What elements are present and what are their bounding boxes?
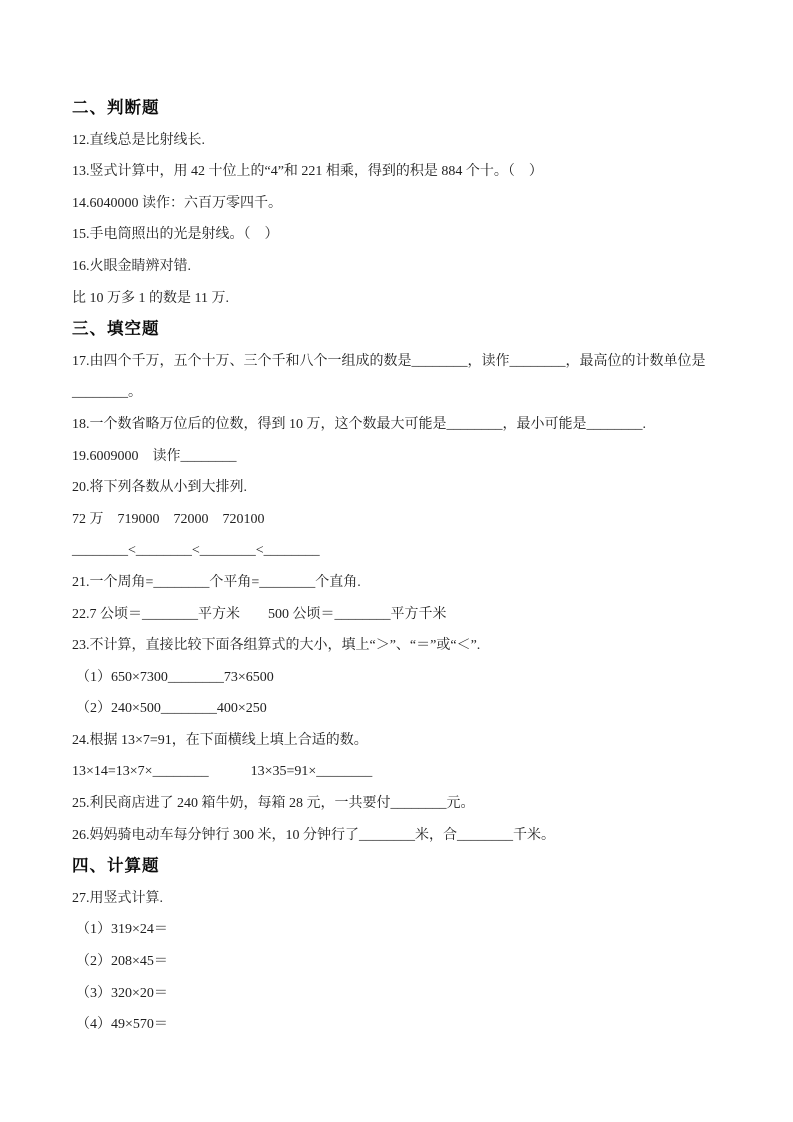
question-20-number-list: 72 万 719000 72000 720100 [72, 511, 265, 527]
question-27-item-3: （3）320×20＝ [76, 985, 168, 1001]
question-19: 19.6009000 读作________ [72, 448, 237, 464]
section-2-true-false-heading: 二、判断题 [72, 99, 160, 117]
question-23: 23.不计算，直接比较下面各组算式的大小，填上“＞”、“＝”或“＜”. [72, 638, 481, 654]
question-27-item-1: （1）319×24＝ [76, 922, 168, 938]
question-23-item-1: （1）650×7300________73×6500 [76, 669, 274, 685]
question-27: 27.用竖式计算. [72, 890, 163, 906]
question-21: 21.一个周角=________个平角=________个直角. [72, 574, 361, 590]
question-13: 13.竖式计算中，用 42 十位上的“4”和 221 相乘，得到的积是 884 个十。（ ） [72, 164, 543, 180]
question-18: 18.一个数省略万位后的位数，得到 10 万，这个数最大可能是________，最小可能是________. [72, 416, 646, 432]
question-17-continuation: ________。 [72, 385, 142, 401]
question-26: 26.妈妈骑电动车每分钟行 300 米，10 分钟行了________米，合________千米。 [72, 827, 555, 843]
question-25: 25.利民商店进了 240 箱牛奶，每箱 28 元，一共要付________元。 [72, 796, 475, 812]
question-24-expressions: 13×14=13×7×________ 13×35=91×________ [72, 764, 373, 780]
question-14: 14.6040000 读作：六百万零四千。 [72, 195, 282, 211]
question-16: 16.火眼金睛辨对错. [72, 258, 191, 274]
question-20: 20.将下列各数从小到大排列. [72, 480, 247, 496]
question-16-statement: 比 10 万多 1 的数是 11 万. [72, 290, 229, 306]
question-20-answer-blanks: ________<________<________<________ [72, 543, 320, 559]
question-27-item-2: （2）208×45＝ [76, 954, 168, 970]
question-12: 12.直线总是比射线长. [72, 132, 205, 148]
question-17: 17.由四个千万，五个十万、三个千和八个一组成的数是________，读作________，最高位的计数单位是 [72, 353, 706, 369]
question-22: 22.7 公顷＝________平方米 500 公顷＝________平方千米 [72, 606, 447, 622]
section-3-fill-blank-heading: 三、填空题 [72, 320, 160, 339]
question-27-item-4: （4）49×570＝ [76, 1017, 168, 1033]
question-23-item-2: （2）240×500________400×250 [76, 701, 267, 717]
section-4-calculation-heading: 四、计算题 [72, 857, 160, 876]
question-15: 15.手电筒照出的光是射线。（ ） [72, 227, 279, 243]
question-24: 24.根据 13×7=91，在下面横线上填上合适的数。 [72, 732, 368, 748]
